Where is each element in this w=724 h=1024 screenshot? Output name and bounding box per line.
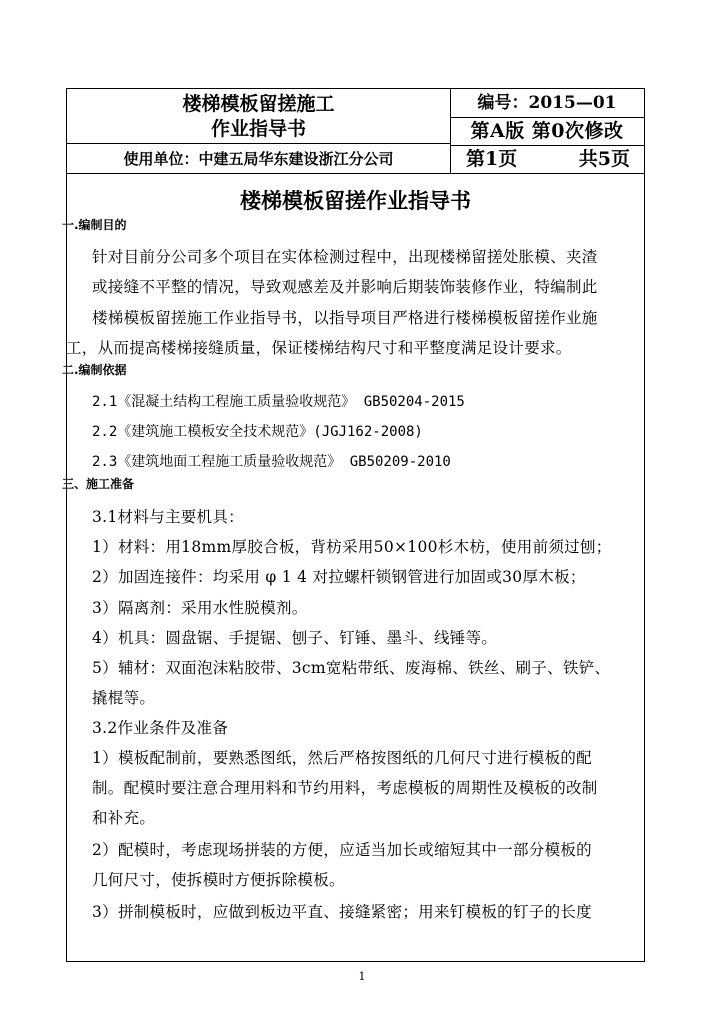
header-title-line1: 楼梯模板留搓施工 [182, 93, 335, 115]
header-code: 编号：2015—01 [477, 93, 617, 113]
paragraph-line: 工，从而提高楼梯接缝质量，保证楼梯结构尺寸和平整度满足设计要求。 [66, 339, 572, 357]
header-page-total: 共5页 [578, 148, 630, 170]
reference-item: 2.1《混凝土结构工程施工质量验收规范》 GB50204-2015 [92, 394, 465, 410]
paragraph-line: 3.2作业条件及准备 [92, 719, 229, 737]
reference-item: 2.2《建筑施工模板安全技术规范》(JGJ162-2008) [92, 424, 423, 440]
paragraph-line: 针对目前分公司多个项目在实体检测过程中，出现楼梯留搓处胀模、夹渣 [92, 248, 598, 266]
paragraph-line: 1）模板配制前，要熟悉图纸，然后严格按图纸的几何尺寸进行模板的配 [92, 749, 592, 767]
paragraph-line: 5）辅材：双面泡沫粘胶带、3cm宽粘带纸、废海棉、铁丝、刷子、铁铲、 [92, 659, 611, 677]
paragraph-line: 2）加固连接件：均采用 φ 1 4 对拉螺杆锁钢管进行加固或30厚木板； [92, 568, 586, 586]
paragraph-line: 制。配模时要注意合理用料和节约用料，考虑模板的周期性及模板的改制 [92, 779, 598, 797]
paragraph-line: 1）材料：用18mm厚胶合板，背枋采用50×100杉木枋，使用前须过刨； [92, 538, 612, 556]
paragraph-line: 2）配模时，考虑现场拼装的方便，应适当加长或缩短其中一部分模板的 [92, 841, 592, 859]
page-number: 1 [358, 970, 366, 983]
paragraph-line: 3）隔离剂：采用水性脱模剂。 [92, 599, 308, 617]
paragraph-line: 撬棍等。 [92, 689, 156, 707]
paragraph-line: 和补充。 [92, 809, 156, 827]
paragraph-line: 或接缝不平整的情况，导致观感差及并影响后期装饰装修作业，特编制此 [92, 278, 598, 296]
reference-item: 2.3《建筑地面工程施工质量验收规范》 GB50209-2010 [92, 454, 451, 470]
section-heading-3: 三、施工准备 [62, 477, 135, 491]
paragraph-line: 4）机具：圆盘锯、手提锯、刨子、钉锤、墨斗、线锤等。 [92, 629, 498, 647]
header-rule-left [67, 143, 450, 144]
header-page-info [450, 145, 644, 173]
paragraph-line: 楼梯模板留搓施工作业指导书，以指导项目严格进行楼梯模板留搓作业施 [92, 309, 598, 327]
section-heading-1: 一.编制目的 [62, 218, 127, 232]
header-table [66, 88, 645, 174]
paragraph-line: 3）拼制模板时，应做到板边平直、接缝紧密；用来钉模板的钉子的长度 [92, 903, 592, 921]
section-heading-2: 二.编制依据 [62, 363, 127, 377]
paragraph-line: 几何尺寸，使拆模时方便拆除模板。 [92, 871, 345, 889]
header-title-line2: 作业指导书 [210, 118, 306, 140]
header-version: 第A版 第0次修改 [470, 120, 624, 142]
header-unit: 使用单位：中建五局华东建设浙江分公司 [123, 150, 394, 168]
paragraph-line: 3.1材料与主要机具： [92, 508, 244, 526]
header-page-current: 第1页 [466, 148, 518, 170]
document-title: 楼梯模板留搓作业指导书 [240, 189, 471, 213]
